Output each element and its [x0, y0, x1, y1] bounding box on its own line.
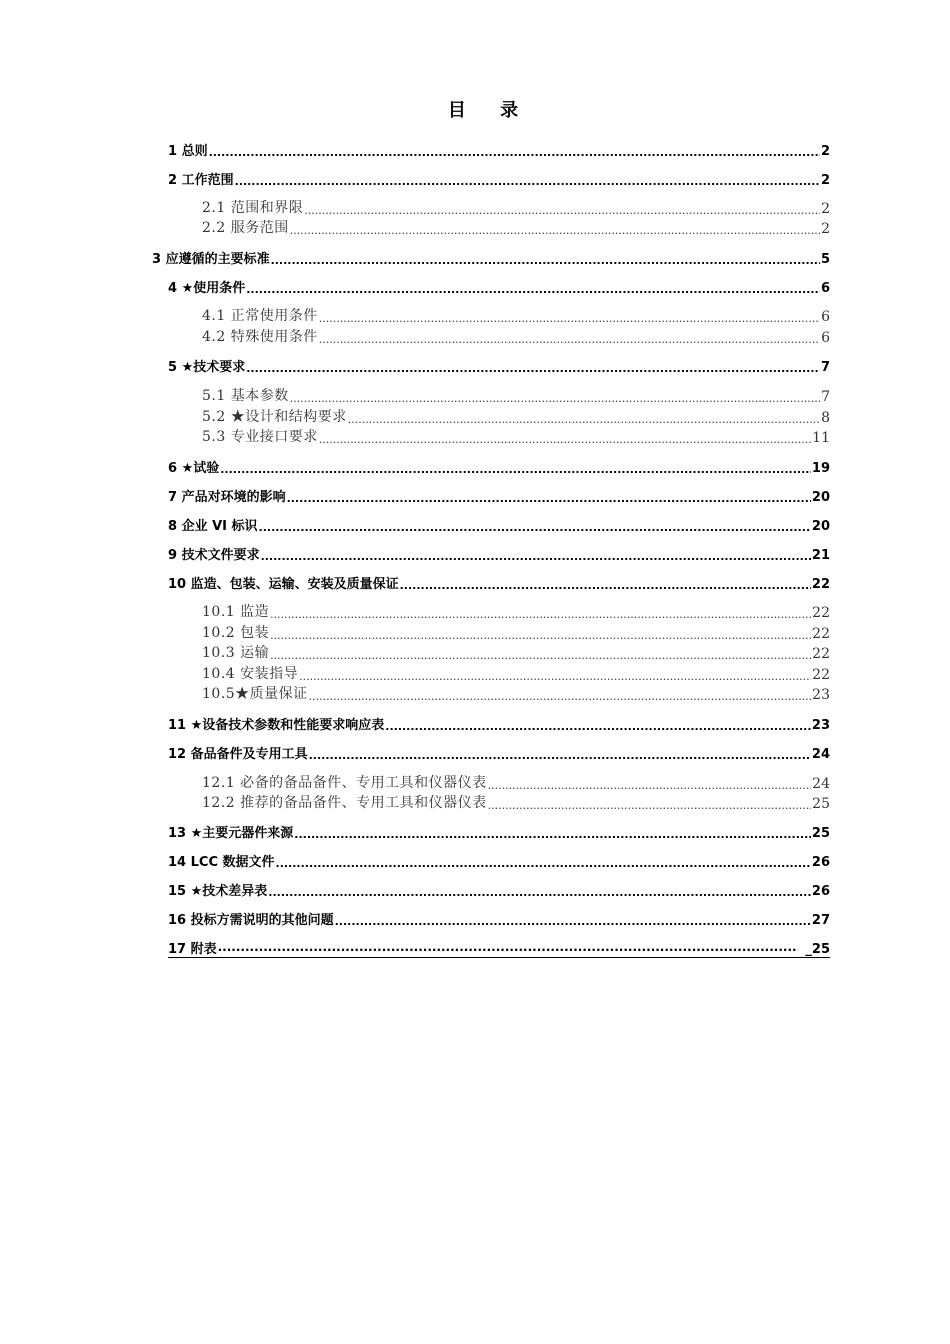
leader-dots	[268, 886, 811, 899]
leader-dots	[299, 670, 811, 683]
toc-entry-label: 16 投标方需说明的其他问题	[168, 913, 334, 928]
leader-dots	[261, 550, 811, 563]
toc-entry-12[interactable]	[168, 742, 830, 762]
toc-entry-1[interactable]	[168, 139, 830, 159]
leader-dots	[220, 463, 811, 476]
toc-entry-label: 7 产品对环境的影响	[168, 490, 286, 505]
leader-dots	[276, 857, 811, 870]
toc-entry-label: 10.2 包装	[202, 625, 270, 641]
toc-entry-label: 1 总则	[168, 144, 208, 159]
toc-entry-label: 8 企业 VI 标识	[168, 519, 258, 534]
toc-entry-8[interactable]	[168, 514, 830, 534]
leader-dots	[488, 799, 812, 812]
toc-entry-label: 12 备品备件及专用工具	[168, 747, 308, 762]
toc-entry-page: 5	[820, 252, 830, 267]
leader-dots	[319, 433, 811, 446]
toc-entry-page: 23	[811, 718, 830, 733]
leader-dots	[400, 579, 811, 592]
toc-entry-9[interactable]	[168, 543, 830, 563]
leader-dots	[385, 720, 811, 733]
toc-entry-page: 22	[812, 626, 830, 642]
toc-entry-label: 10 监造、包装、运输、安装及质量保证	[168, 577, 399, 592]
leader-dots	[304, 204, 820, 217]
toc-entry-label: 14 LCC 数据文件	[168, 855, 275, 870]
toc-entry-page: 26	[811, 884, 830, 899]
leader-dots	[270, 608, 811, 621]
toc-entry-10[interactable]	[168, 572, 830, 592]
toc-entry-page: 25	[811, 826, 830, 841]
toc-entry-13[interactable]	[168, 821, 830, 841]
toc-entry-page: 19	[811, 461, 830, 476]
toc-entry-10-5[interactable]	[202, 683, 830, 703]
toc-entry-label: 11 ★设备技术参数和性能要求响应表	[168, 718, 385, 733]
toc-entry-5-3[interactable]	[202, 426, 830, 446]
toc-entry-11[interactable]	[168, 713, 830, 733]
leader-dots	[294, 828, 811, 841]
toc-entry-label: 9 技术文件要求	[168, 548, 260, 563]
toc-entry-page: 22	[812, 667, 830, 683]
toc-entry-7[interactable]	[168, 485, 830, 505]
toc-entry-4-1[interactable]	[202, 305, 830, 325]
toc-entry-label: 4.1 正常使用条件	[202, 308, 318, 324]
toc-entry-label: 10.4 安装指导	[202, 666, 299, 682]
toc-entry-10-1[interactable]	[202, 601, 830, 621]
toc-entry-page: 23	[812, 687, 830, 703]
toc-entry-page: 6	[821, 330, 830, 346]
toc-entry-page: 2	[821, 221, 830, 237]
toc-entry-2-1[interactable]	[202, 197, 830, 217]
toc-entry-label: 10.5★质量保证	[202, 686, 308, 702]
toc-entry-page: 22	[812, 646, 830, 662]
toc-entry-label: 15 ★技术差异表	[168, 884, 268, 899]
toc-entry-10-3[interactable]	[202, 642, 830, 662]
toc-entry-page: 25	[812, 796, 830, 812]
leader-dots	[271, 254, 820, 267]
leader-dots	[246, 362, 820, 375]
leader-dots	[218, 943, 799, 957]
toc-entry-page: 27	[811, 913, 830, 928]
toc-entry-14[interactable]	[168, 850, 830, 870]
leader-dots	[319, 333, 820, 346]
toc-entry-label: 4 ★使用条件	[168, 281, 246, 296]
toc-entry-4-2[interactable]	[202, 326, 830, 346]
toc-title: 目 录	[447, 100, 533, 121]
toc-entry-17[interactable]	[168, 937, 830, 958]
leader-dots	[209, 146, 820, 159]
leader-dots	[309, 749, 811, 762]
leader-dots	[235, 175, 820, 188]
toc-entry-2[interactable]	[168, 168, 830, 188]
leader-dots	[290, 224, 820, 237]
leader-dots	[270, 649, 811, 662]
toc-entry-page: _25	[805, 942, 830, 957]
toc-entry-5-2[interactable]	[202, 406, 830, 426]
toc-entry-page: 2	[820, 144, 830, 159]
toc-entry-10-2[interactable]	[202, 622, 830, 642]
toc-entry-page: 7	[821, 389, 830, 405]
toc-entry-label: 2.2 服务范围	[202, 220, 289, 236]
toc-entry-label: 13 ★主要元器件来源	[168, 826, 294, 841]
toc-entry-2-2[interactable]	[202, 217, 830, 237]
toc-entry-page: 26	[811, 855, 830, 870]
toc-entry-4[interactable]	[168, 276, 830, 296]
toc-entry-page: 21	[811, 548, 830, 563]
toc-entry-page: 20	[811, 519, 830, 534]
toc-entry-15[interactable]	[168, 879, 830, 899]
toc-entry-label: 6 ★试验	[168, 461, 220, 476]
toc-entry-12-1[interactable]	[202, 772, 830, 792]
toc-entry-label: 12.2 推荐的备品备件、专用工具和仪器仪表	[202, 795, 487, 811]
leader-dots	[335, 915, 811, 928]
leader-dots	[290, 392, 820, 405]
toc-entry-label: 5.2 ★设计和结构要求	[202, 409, 347, 425]
toc-entry-5-1[interactable]	[202, 385, 830, 405]
toc-entry-label: 4.2 特殊使用条件	[202, 329, 318, 345]
toc-entry-page: 7	[820, 360, 830, 375]
toc-entry-label: 12.1 必备的备品备件、专用工具和仪器仪表	[202, 775, 487, 791]
leader-dots	[246, 283, 820, 296]
toc-entry-10-4[interactable]	[202, 663, 830, 683]
leader-dots	[488, 779, 812, 792]
toc-entry-label: 10.3 运输	[202, 645, 270, 661]
toc-entry-page: 6	[821, 309, 830, 325]
toc-entry-label: 5.3 专业接口要求	[202, 429, 318, 445]
toc-entry-page: 2	[820, 173, 830, 188]
toc-entry-label: 3 应遵循的主要标准	[152, 252, 270, 267]
toc-entry-5[interactable]	[168, 355, 830, 375]
toc-entry-16[interactable]	[168, 908, 830, 928]
leader-dots	[270, 629, 811, 642]
leader-dots	[348, 413, 820, 426]
toc-entry-page: 11	[812, 430, 830, 446]
toc-entry-page: 8	[821, 410, 830, 426]
toc-entry-label: 17 附表	[168, 942, 217, 957]
toc-entry-label: 10.1 监造	[202, 604, 270, 620]
toc-entry-page: 2	[821, 201, 830, 217]
toc-entry-label: 5 ★技术要求	[168, 360, 246, 375]
toc-entry-page: 24	[812, 776, 830, 792]
toc-entry-page: 24	[811, 747, 830, 762]
leader-dots	[319, 312, 820, 325]
leader-dots	[309, 690, 812, 703]
toc-entry-label: 2.1 范围和界限	[202, 200, 304, 216]
toc-entry-page: 22	[812, 605, 830, 621]
toc-entry-label: 2 工作范围	[168, 173, 234, 188]
toc-entry-3[interactable]	[152, 247, 830, 267]
toc-entry-page: 20	[811, 490, 830, 505]
toc-entry-label: 5.1 基本参数	[202, 388, 289, 404]
leader-dots	[259, 521, 811, 534]
toc-entry-12-2[interactable]	[202, 792, 830, 812]
toc-entry-page: 6	[820, 281, 830, 296]
toc-entry-page: 22	[811, 577, 830, 592]
toc-entry-6[interactable]	[168, 456, 830, 476]
leader-dots	[287, 492, 811, 505]
